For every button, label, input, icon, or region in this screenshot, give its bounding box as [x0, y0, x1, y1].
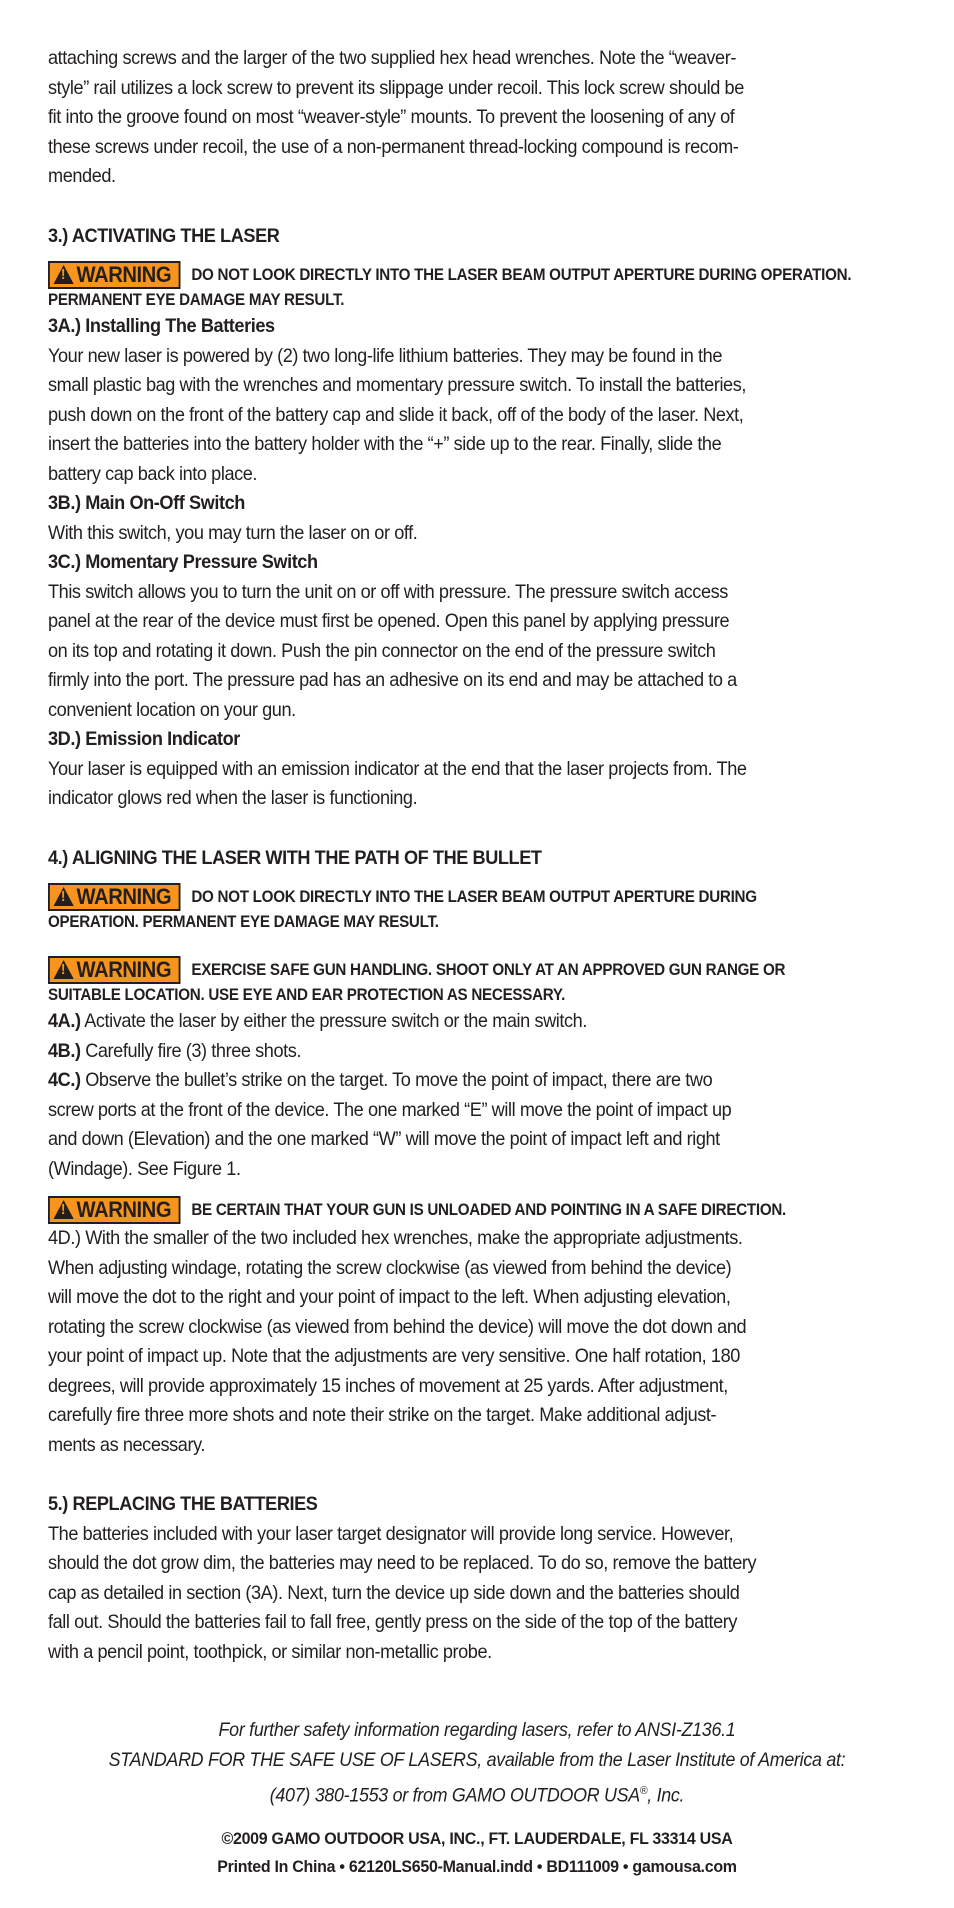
warning-triangle-icon: [54, 265, 74, 284]
body-line: cap as detailed in section (3A). Next, turn the device up side down and the batteries should: [48, 1581, 740, 1604]
body-line: fall out. Should the batteries fail to fall free, gently press on the side of the top of the battery: [48, 1611, 738, 1633]
subsection-3c-title: 3C.) Momentary Pressure Switch: [48, 551, 318, 573]
body-line: Your new laser is powered by (2) two long-life lithium batteries. They may be found in the: [48, 344, 723, 367]
warning-badge: !WARNING: [48, 883, 180, 911]
body-line: carefully fire three more shots and note their strike on the target. Make additional adjust-: [48, 1404, 717, 1426]
copyright-line: ©2009 GAMO OUTDOOR USA, INC., FT. LAUDERDALE, FL 33314 USA: [221, 1829, 733, 1849]
warning-text: BE CERTAIN THAT YOUR GUN IS UNLOADED AND POINTING IN A SAFE DIRECTION.: [191, 1201, 787, 1219]
subsection-3c-body: [48, 578, 918, 726]
warning-triangle-icon: [54, 1200, 74, 1219]
safety-note-line: STANDARD FOR THE SAFE USE OF LASERS, available from the Laser Institute of America at:: [108, 1750, 846, 1771]
body-line: will move the dot to the right and your point of impact to the left. When adjusting elevation,: [48, 1286, 731, 1308]
warning-text: DO NOT LOOK DIRECTLY INTO THE LASER BEAM OUTPUT APERTURE DURING OPERATION.: [191, 266, 852, 284]
step-label: 4C.): [48, 1069, 81, 1091]
subsection-3a-title: 3A.) Installing The Batteries: [48, 315, 275, 337]
warning-text: DO NOT LOOK DIRECTLY INTO THE LASER BEAM OUTPUT APERTURE DURING: [191, 888, 757, 906]
step-text: Activate the laser by either the pressure switch or the main switch.: [80, 1010, 587, 1032]
body-line: with a pencil point, toothpick, or similar non-metallic probe.: [48, 1640, 492, 1663]
subsection-3d-body: [48, 755, 918, 814]
body-line: ments as necessary.: [48, 1433, 206, 1456]
body-line: screw ports at the front of the device. The one marked “E” will move the point of impact up: [48, 1098, 732, 1121]
intro-line: attaching screws and the larger of the two supplied hex head wrenches. Note the “weaver-: [48, 47, 736, 69]
intro-line: style” rail utilizes a lock screw to prevent its slippage under recoil. This lock screw should be: [48, 76, 744, 99]
warning-line: OPERATION. PERMANENT EYE DAMAGE MAY RESULT.: [48, 913, 439, 931]
subsection-3a-body: [48, 342, 918, 490]
body-line: firmly into the port. The pressure pad has an adhesive on its end and may be attached to a: [48, 669, 737, 691]
step-label: 4B.): [48, 1039, 81, 1062]
body-line: (Windage). See Figure 1.: [48, 1157, 241, 1180]
warning-block: [48, 956, 918, 1007]
warning-block: [48, 261, 918, 312]
warning-block: [48, 883, 918, 934]
section-5-title: 5.) REPLACING THE BATTERIES: [48, 1493, 318, 1515]
step-text: Carefully fire (3) three shots.: [80, 1039, 302, 1062]
step-4a: [48, 1007, 918, 1037]
warning-text: EXERCISE SAFE GUN HANDLING. SHOOT ONLY AT AN APPROVED GUN RANGE OR: [191, 961, 786, 979]
body-line: The batteries included with your laser target designator will provide long service. However,: [48, 1522, 734, 1545]
step-4b: [48, 1037, 918, 1067]
step-label: 4A.): [48, 1010, 81, 1032]
intro-line: these screws under recoil, the use of a non-permanent thread-locking compound is recom-: [48, 135, 739, 158]
body-line: should the dot grow dim, the batteries may need to be replaced. To do so, remove the battery: [48, 1552, 757, 1574]
warning-badge: !WARNING: [48, 261, 180, 289]
intro-line: fit into the groove found on most “weaver-style” mounts. To prevent the loosening of any of: [48, 106, 735, 128]
step-text: Observe the bullet’s strike on the target. To move the point of impact, there are two: [80, 1069, 713, 1091]
warning-badge: !WARNING: [48, 956, 180, 984]
body-line: battery cap back into place.: [48, 462, 258, 485]
warning-triangle-icon: [54, 887, 74, 906]
print-info-line: Printed In China • 62120LS650-Manual.indd • BD111009 • gamousa.com: [217, 1857, 737, 1877]
warning-line: SUITABLE LOCATION. USE EYE AND EAR PROTECTION AS NECESSARY.: [48, 986, 566, 1004]
step-4c: [48, 1066, 918, 1096]
body-line: With this switch, you may turn the laser on or off.: [48, 521, 418, 544]
body-line: indicator glows red when the laser is functioning.: [48, 787, 418, 809]
subsection-3d-title: 3D.) Emission Indicator: [48, 728, 240, 750]
intro-paragraph: [48, 44, 918, 192]
step-4d: [48, 1224, 918, 1460]
intro-line: mended.: [48, 165, 116, 187]
body-line: rotating the screw clockwise (as viewed from behind the device) will move the dot down and: [48, 1315, 747, 1338]
warning-badge: !WARNING: [48, 1196, 180, 1224]
warning-block: [48, 1196, 918, 1224]
section-3-title: 3.) ACTIVATING THE LASER: [48, 224, 280, 247]
safety-note-line: For further safety information regarding lasers, refer to ANSI-Z136.1: [218, 1720, 736, 1741]
body-line: small plastic bag with the wrenches and momentary pressure switch. To install the batteries,: [48, 374, 746, 396]
body-line: Your laser is equipped with an emission indicator at the end that the laser projects from. The: [48, 757, 747, 780]
body-line: on its top and rotating it down. Push the pin connector on the end of the pressure switch: [48, 639, 716, 662]
body-line: panel at the rear of the device must first be opened. Open this panel by applying pressure: [48, 610, 730, 632]
body-line: When adjusting windage, rotating the screw clockwise (as viewed from behind the device): [48, 1256, 732, 1279]
warning-triangle-icon: [54, 960, 74, 979]
warning-line: [48, 261, 917, 289]
section-4-title: 4.) ALIGNING THE LASER WITH THE PATH OF THE BULLET: [48, 846, 542, 869]
warning-line: PERMANENT EYE DAMAGE MAY RESULT.: [48, 291, 345, 309]
warning-line: [48, 1196, 917, 1224]
body-line: push down on the front of the battery cap and slide it back, off of the body of the laser. Next,: [48, 403, 744, 426]
subsection-3b-title: 3B.) Main On-Off Switch: [48, 492, 245, 514]
section-5-body: [48, 1520, 918, 1668]
body-line: 4D.) With the smaller of the two included hex wrenches, make the appropriate adjustments.: [48, 1227, 743, 1249]
warning-line: [48, 956, 917, 984]
body-line: your point of impact up. Note that the adjustments are very sensitive. One half rotation, 180: [48, 1345, 740, 1367]
safety-note-line: (407) 380-1553 or from GAMO OUTDOOR USA®, Inc.: [269, 1785, 685, 1807]
warning-line: [48, 883, 917, 911]
manual-page: [48, 0, 918, 1667]
body-line: and down (Elevation) and the one marked “W” will move the point of impact left and right: [48, 1128, 720, 1150]
body-line: degrees, will provide approximately 15 inches of movement at 25 yards. After adjustment,: [48, 1374, 728, 1397]
body-line: convenient location on your gun.: [48, 698, 296, 721]
body-line: This switch allows you to turn the unit on or off with pressure. The pressure switch access: [48, 580, 728, 603]
body-line: insert the batteries into the battery holder with the “+” side up to the rear. Finally, slide the: [48, 433, 722, 455]
footer: [0, 1716, 954, 1881]
